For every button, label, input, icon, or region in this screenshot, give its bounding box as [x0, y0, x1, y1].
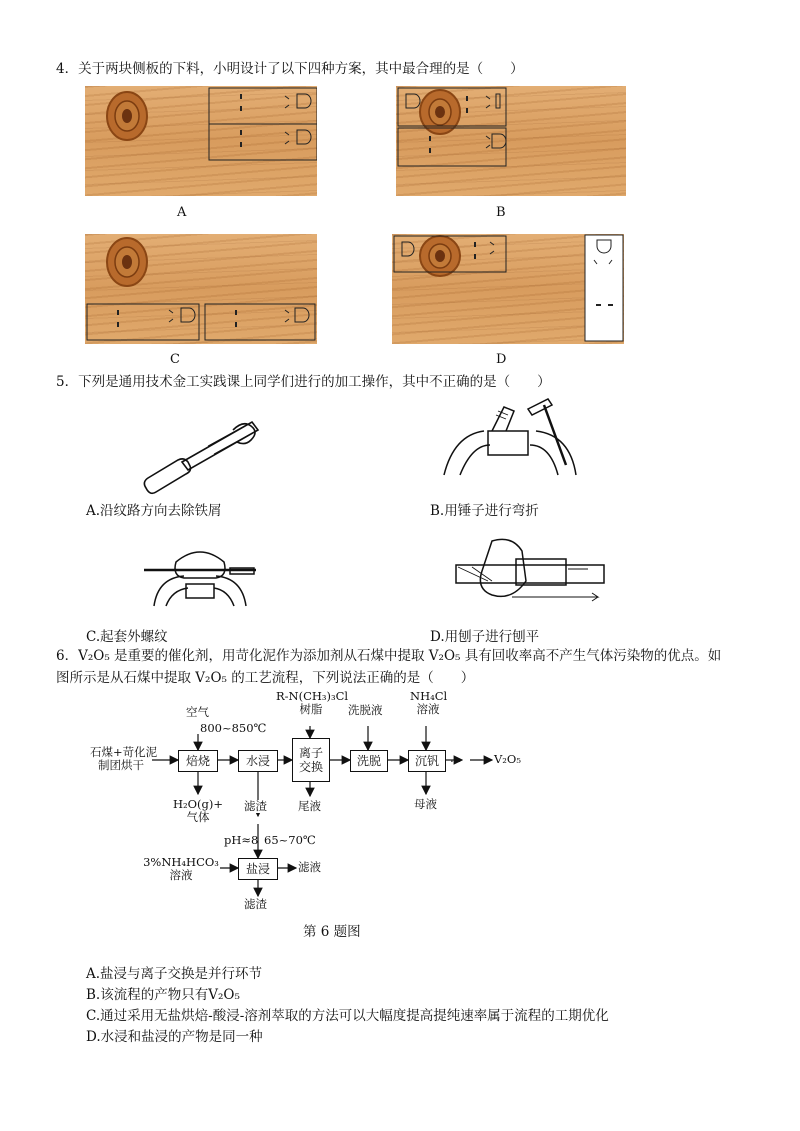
gas-out-label: H₂O(g)+ 气体: [172, 797, 224, 824]
dots-label: …: [450, 751, 462, 765]
q6-option-d: D.水浸和盐浸的产物是同一种: [86, 1029, 263, 1045]
q5-option-a: A.沿纹路方向去除铁屑: [86, 503, 222, 519]
cutting-plan-a: [85, 86, 317, 196]
file-tool-illustration: [138, 410, 268, 504]
resin-label: R-N(CH₃)₃Cl 树脂: [276, 689, 349, 716]
wood-board-option-a: [85, 86, 317, 196]
process-flowchart: [90, 690, 530, 915]
q6-stem-line2: 图所示是从石煤中提取 V₂O₅ 的工艺流程，下列说法正确的是（ ）: [56, 670, 475, 686]
q5-option-c: C.起套外螺纹: [86, 629, 168, 645]
option-c-label: C: [170, 352, 180, 367]
filtrate-label: 滤液: [298, 860, 321, 874]
q4-stem: 4．关于两块侧板的下料，小明设计了以下四种方案，其中最合理的是（ ）: [56, 61, 524, 77]
ion-exchange-box: 离子 交换: [292, 738, 330, 782]
q6-option-b: B.该流程的产物只有V₂O₅: [86, 987, 240, 1003]
product-label: V₂O₅: [494, 752, 521, 766]
mother-liquor-label: 母液: [414, 797, 437, 811]
board-d-vertical-panel: [584, 234, 624, 342]
q6-option-c: C.通过采用无盐烘焙-酸浸-溶剂萃取的方法可以大幅度提高提纯速率属于流程的工期优化: [86, 1008, 609, 1024]
option-b-label: B: [496, 205, 506, 220]
cutting-plan-b: [396, 86, 626, 196]
hammer-bending-illustration: [440, 395, 580, 489]
cutting-plan-c: [85, 234, 317, 344]
die-threading-illustration: [140, 540, 260, 614]
feed-label: 石煤+苛化泥 制团烘干: [90, 745, 158, 772]
q5-option-d: D.用刨子进行刨平: [430, 629, 540, 645]
option-d-label: D: [496, 352, 507, 367]
air-label: 空气: [186, 705, 209, 719]
water-leach-box: 水浸: [238, 750, 278, 772]
residue-1-label: 滤渣: [244, 799, 267, 813]
wood-board-option-c: [85, 234, 317, 344]
q5-option-b: B.用锤子进行弯折: [430, 503, 539, 519]
plane-tool-illustration: [452, 535, 612, 619]
roast-box: 焙烧: [178, 750, 218, 772]
q6-stem-line1: 6．V₂O₅ 是重要的催化剂，用苛化泥作为添加剂从石煤中提取 V₂O₅ 具有回收率高不产生气体污染物的优点。如: [56, 648, 722, 664]
precip-box: 沉钒: [408, 750, 446, 772]
figure-caption: 第 6 题图: [303, 924, 361, 940]
q5-stem: 5．下列是通用技术金工实践课上同学们进行的加工操作，其中不正确的是（ ）: [56, 374, 551, 390]
wood-board-option-b: [396, 86, 626, 196]
roast-temp-label: 800~850℃: [200, 721, 267, 735]
nh4cl-label: NH₄Cl 溶液: [410, 689, 448, 716]
residue-2-label: 滤渣: [244, 897, 267, 911]
tail-liquid-label: 尾液: [298, 799, 321, 813]
option-a-label: A: [177, 205, 187, 220]
elute-box: 洗脱: [350, 750, 388, 772]
q6-option-a: A.盐浸与离子交换是并行环节: [86, 966, 263, 982]
nh4hco3-label: 3%NH₄HCO₃ 溶液: [143, 855, 219, 882]
ph-label: pH≈8: [224, 833, 259, 847]
salt-leach-temp-label: 65~70℃: [264, 833, 316, 847]
salt-leach-box: 盐浸: [238, 858, 278, 880]
eluent-label: 洗脱液: [348, 703, 383, 717]
